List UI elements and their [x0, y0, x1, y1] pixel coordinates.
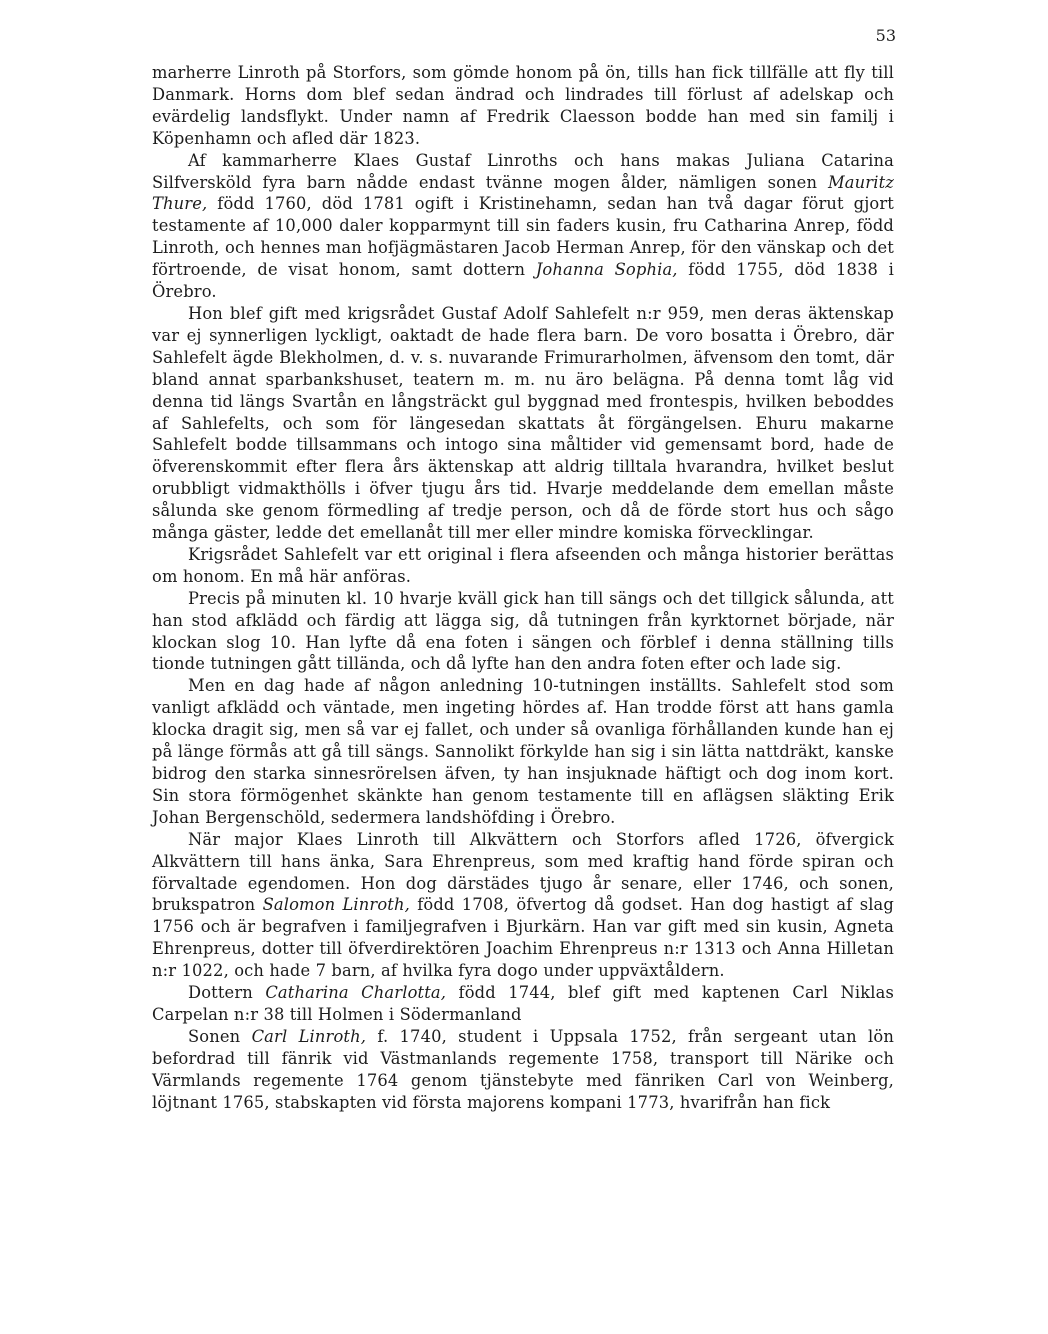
paragraph: [152, 62, 894, 150]
paragraph: [152, 982, 894, 1026]
italic-name: Carl Linroth,: [251, 1026, 367, 1046]
paragraph: [152, 675, 894, 828]
text-segment: Precis på minuten kl. 10 hvarje kväll gick han till sängs och det tillgick sålunda, att han stod afklädd och färdig att lägga sig, då tutningen från kyrktornet började, när klockan slog 10. Han lyfte då ena foten i sängen och förblef i denna ställning tills tionde tutningen gått tillända, och då lyfte han den andra foten efter och lade sig.: [152, 588, 894, 674]
italic-name: Johanna Sophia,: [535, 260, 678, 280]
italic-name: Mauritz Thure,: [152, 172, 894, 214]
page-number: 53: [875, 26, 896, 45]
paragraph: [152, 829, 894, 982]
paragraph: [152, 588, 894, 676]
body-text: [152, 62, 894, 1114]
paragraph: [152, 150, 894, 303]
text-segment: född 1755, död 1838 i Örebro.: [152, 260, 894, 302]
text-segment: Sonen: [188, 1026, 252, 1046]
text-segment: När major Klaes Linroth till Alkvättern och Storfors afled 1726, öfvergick Alkvättern till hans änka, Sara Ehrenpreus, som med kraftig hand förde spiran och förvaltade egendomen. Hon dog därstädes tjugo år senare, eller 1746, och sonen, brukspatron: [152, 829, 894, 915]
paragraph: [152, 544, 894, 588]
paragraph: [152, 303, 894, 544]
text-segment: Hon blef gift med krigsrådet Gustaf Adolf Sahlefelt n:r 959, men deras äktenskap var ej synnerligen lyckligt, oaktadt de hade flera barn. De voro bosatta i Örebro, där Sahlefelt ägde Blekholmen, d. v. s. nuvarande Frimurarholmen, äfvensom den tomt, där bland annat sparbankshuset, teatern m. m. nu äro belägna. På denna tomt låg vid denna tid längs Svartån en långsträckt gul byggnad med frontespis, hvilken beboddes af Sahlefelts, och som för längesedan skattats åt förgängelsen. Ehuru makarne Sahlefelt bodde tillsammans och intogo sina måltider vid gemensamt bord, hade de öfverenskommit efter flera års äktenskap att aldrig tilltala hvarandra, hvilket beslut orubbligt vidmakthölls i öfver tjugu års tid. Hvarje meddelande dem emellan måste sålunda ske genom förmedling af tredje person, och då de förde stort hus och sågo många gäster, ledde det emellanåt till mer eller mindre komiska förvecklingar.: [152, 303, 894, 543]
text-segment: född 1760, död 1781 ogift i Kristinehamn, sedan han två dagar förut gjort testamente af 10,000 daler kopparmynt till sin faders kusin, fru Catharina Anrep, född Linroth, och hennes man hofjägmästaren Jacob Herman Anrep, för den vänskap och det förtroende, de visat honom, samt dottern: [152, 194, 894, 280]
italic-name: Catharina Charlotta,: [265, 983, 447, 1003]
text-segment: född 1744, blef gift med kaptenen Carl Niklas Carpelan n:r 38 till Holmen i Södermanland: [152, 983, 895, 1024]
text-segment: marherre Linroth på Storfors, som gömde honom på ön, tills han fick tillfälle att fly till Danmark. Horns dom blef sedan ändrad och lindrades till förlust af adelskap och evärdelig landsflykt. Under namn af Fredrik Claesson bodde han med sin familj i Köpenhamn och afled där 1823.: [152, 63, 894, 148]
text-segment: Men en dag hade af någon anledning 10-tutningen inställts. Sahlefelt stod som vanligt afklädd och väntade, men ingeting hördes af. Han trodde först att hans gamla klocka dragit sig, men så var ej fallet, och under så ovanliga förhållanden kunde han ej på länge förmås att gå till sängs. Sannolikt förkylde han sig i sin lätta nattdräkt, kanske bidrog den starka sinnesrörelsen äfven, ty han insjuknade häftigt och dog inom kort. Sin stora förmögenhet skänkte han genom testamente till en aflägsen släkting Erik Johan Bergenschöld, sedermera landshöfding i Örebro.: [152, 676, 894, 827]
text-segment: f. 1740, student i Uppsala 1752, från sergeant utan lön befordrad till fänrik vid Västmanlands regemente 1758, transport till Närike och Värmlands regemente 1764 genom tjänstebyte med fänriken Carl von Weinberg, löjtnant 1765, stabskapten vid första majorens kompani 1773, hvarifrån han fick: [152, 1026, 894, 1112]
text-segment: Af kammarherre Klaes Gustaf Linroths och hans makas Juliana Catarina Silfversköld fyra barn nådde endast tvänne mogen ålder, nämligen sonen: [152, 150, 894, 192]
text-segment: Krigsrådet Sahlefelt var ett original i flera afseenden och många historier berättas om honom. En må här anföras.: [152, 544, 894, 586]
italic-name: Salomon Linroth,: [262, 895, 410, 915]
text-segment: född 1708, öfvertog då godset. Han dog hastigt af slag 1756 och är begrafven i familjegrafven i Bjurkärn. Han var gift med sin kusin, Agneta Ehrenpreus, dotter till öfverdirektören Joachim Ehrenpreus n:r 1313 och Anna Hilletan n:r 1022, och hade 7 barn, af hvilka fyra dogo under uppväxtåldern.: [152, 895, 894, 981]
text-segment: Dottern: [188, 983, 266, 1003]
paragraph: [152, 1026, 894, 1114]
